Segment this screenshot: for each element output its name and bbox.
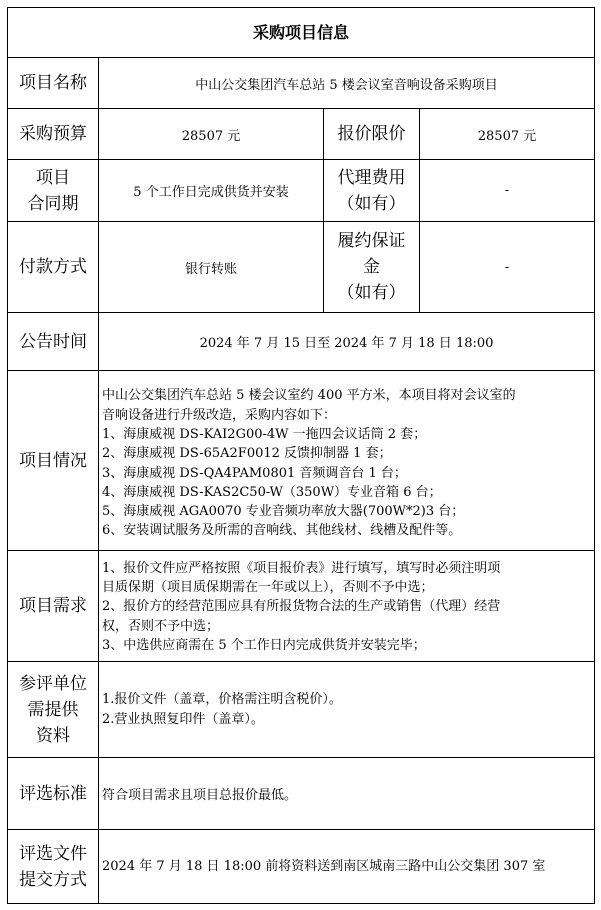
situation-line: 6、安装调试服务及所需的音响线、其他线材、线槽及配件等。 [102, 523, 462, 539]
situation-line: 中山公交集团汽车总站 5 楼会议室约 400 平方米，本项目将对会议室的 [102, 388, 516, 404]
situation-line: 1、海康威视 DS-KAI2G00-4W 一拖四会议话筒 2 套； [102, 426, 427, 442]
project-name-label: 项目名称 [19, 73, 87, 93]
materials-value [99, 662, 594, 757]
situation-label: 项目情况 [19, 450, 87, 471]
payment-label: 付款方式 [19, 257, 87, 277]
requirement-line: 3、中选供应商需在 5 个工作日内完成供货并安装完毕； [102, 637, 426, 653]
situation-value [99, 371, 594, 550]
requirements-value [99, 551, 594, 661]
contract-period-value: 5 个工作日完成供货并安装 [133, 185, 289, 200]
situation-line: 5、海康威视 AGA0070 专业音频功率放大器(700W*2)3 台； [102, 504, 465, 520]
criteria-value: 符合项目需求且项目总报价最低。 [102, 788, 298, 803]
agency-fee-value: - [504, 183, 510, 198]
requirement-line: 2、报价方的经营范围应具有所报货物合法的生产或销售（代理）经营 [102, 599, 501, 615]
requirement-line: 权，否则不予中选； [102, 618, 220, 634]
announce-time-value: 2024 年 7 月 15 日至 2024 年 7 月 18 日 18:00 [199, 336, 494, 351]
price-limit-value: 28507 元 [477, 128, 537, 144]
situation-line: 3、海康威视 DS-QA4PAM0801 音频调音台 1 台； [102, 465, 407, 481]
materials-label: 参评单位 需提供 资料 [19, 673, 87, 746]
grid-line [594, 7, 595, 904]
situation-lines [99, 380, 519, 540]
material-line: 1.报价文件（盖章，价格需注明含税价）。 [102, 692, 342, 708]
budget-label: 采购预算 [19, 124, 87, 144]
table-title: 采购项目信息 [252, 22, 349, 42]
price-limit-label: 报价限价 [337, 124, 406, 144]
situation-line: 音响设备进行升级改造，采购内容如下： [102, 407, 337, 423]
contract-period-label: 项目 合同期 [27, 167, 79, 214]
agency-fee-label: 代理费用 （如有） [337, 167, 406, 214]
material-line: 2.营业执照复印件（盖章）。 [102, 711, 264, 727]
materials-lines [99, 690, 345, 729]
submission-label: 评选文件 提交方式 [19, 843, 87, 890]
requirement-line: 1、报价文件应严格按照《项目报价表》进行填写，填写时必须注明项 [102, 560, 501, 576]
budget-value: 28507 元 [181, 128, 241, 144]
submission-value [99, 830, 594, 903]
requirements-lines [99, 557, 503, 655]
situation-line: 4、海康威视 DS-KAS2C50-W（350W）专业音箱 6 台； [102, 484, 442, 500]
requirement-line: 目质保期（项目质保期需在一年或以上），否则不予中选； [102, 580, 434, 596]
grid-line [7, 903, 595, 904]
criteria-label: 评选标准 [19, 783, 87, 804]
project-name-value: 中山公交集团汽车总站 5 楼会议室音响设备采购项目 [195, 77, 498, 93]
requirements-label: 项目需求 [19, 596, 87, 616]
performance-bond-label: 履约保证 金 （如有） [337, 231, 406, 303]
announce-time-label: 公告时间 [19, 331, 87, 352]
payment-value: 银行转账 [184, 261, 237, 277]
situation-line: 2、海康威视 DS-65A2F0012 反馈抑制器 1 套； [102, 446, 392, 462]
performance-bond-value: - [504, 259, 510, 275]
submission-text: 2024 年 7 月 18 日 18:00 前将资料送到南区城南三路中山公交集团 307 室 [102, 858, 546, 874]
